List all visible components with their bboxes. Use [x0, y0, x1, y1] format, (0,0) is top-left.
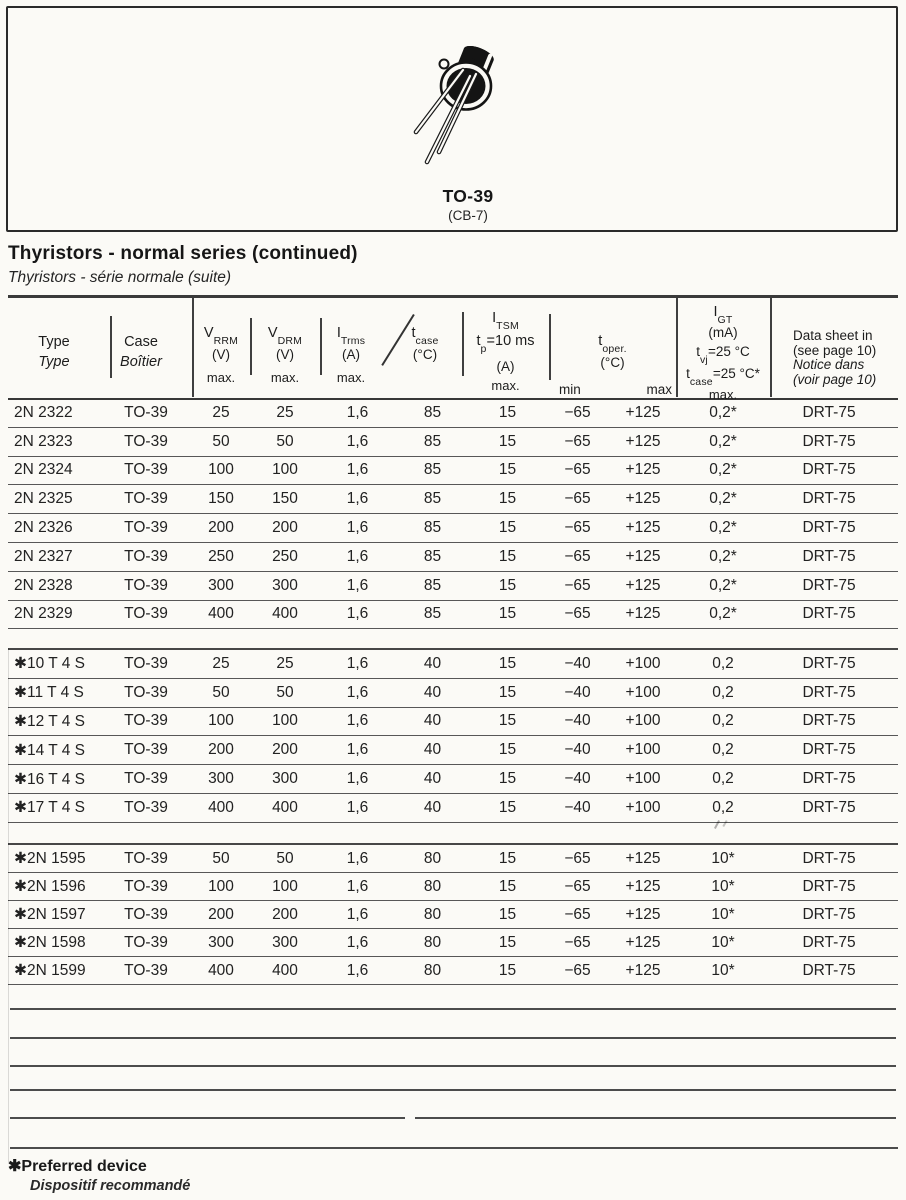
col-header-itrms: $I_{Trms}$ (A) max.	[336, 325, 366, 385]
cell-toper-min: −65	[564, 576, 591, 594]
cell-itsm: 15	[498, 432, 517, 450]
table-row	[8, 736, 898, 765]
cell-datasheet: DRT-75	[802, 877, 856, 895]
cell-tcase: 80	[423, 905, 442, 923]
table-row	[8, 929, 898, 957]
empty-row-rule	[10, 1089, 896, 1091]
cell-tcase: 80	[423, 877, 442, 895]
cell-toper-min: −65	[564, 905, 591, 923]
cell-vrrm: 300	[208, 933, 234, 951]
cell-vdrm: 400	[272, 961, 298, 979]
cell-toper-max: +100	[625, 654, 661, 672]
cell-type: ✱12 T 4 S	[14, 712, 86, 730]
cell-toper-max: +100	[625, 712, 661, 730]
table-row	[8, 543, 898, 572]
to39-package-icon	[390, 22, 560, 182]
cell-toper-max: +125	[625, 519, 661, 537]
table-row	[8, 650, 898, 679]
cell-toper-min: −40	[564, 798, 591, 816]
cell-itrms: 1,6	[346, 432, 369, 450]
cell-tcase: 85	[423, 605, 442, 623]
empty-row-rule	[10, 1147, 898, 1149]
cell-itsm: 15	[498, 961, 517, 979]
cell-toper-max: +125	[625, 576, 661, 594]
cell-igt: 0,2*	[709, 576, 737, 594]
cell-itsm: 15	[498, 461, 517, 479]
cell-itrms: 1,6	[346, 461, 369, 479]
cell-datasheet: DRT-75	[802, 461, 856, 479]
cell-igt: 0,2	[712, 683, 734, 701]
cell-itsm: 15	[498, 741, 517, 759]
cell-itrms: 1,6	[346, 576, 369, 594]
table-row	[8, 794, 898, 823]
cell-tcase: 40	[423, 712, 442, 730]
cell-type: ✱17 T 4 S	[14, 799, 86, 817]
cell-itrms: 1,6	[346, 961, 369, 979]
footnote-preferred-device: ✱Preferred device	[8, 1158, 147, 1175]
header-separator	[549, 314, 551, 380]
cell-case: TO-39	[124, 712, 168, 730]
cell-toper-min: −40	[564, 712, 591, 730]
cell-datasheet: DRT-75	[802, 770, 856, 788]
table-row	[8, 957, 898, 985]
cell-vrrm: 200	[208, 905, 234, 923]
cell-toper-max: +125	[625, 461, 661, 479]
cell-tcase: 85	[423, 490, 442, 508]
cell-vdrm: 150	[272, 490, 298, 508]
table-block	[8, 399, 898, 629]
cell-datasheet: DRT-75	[802, 798, 856, 816]
cell-itrms: 1,6	[346, 490, 369, 508]
cell-toper-min: −65	[564, 547, 591, 565]
cell-vdrm: 200	[272, 519, 298, 537]
cell-toper-max: +100	[625, 770, 661, 788]
cell-itsm: 15	[498, 933, 517, 951]
cell-itsm: 15	[498, 770, 517, 788]
cell-case: TO-39	[124, 905, 168, 923]
cell-case: TO-39	[124, 403, 168, 421]
cell-vrrm: 200	[208, 519, 234, 537]
cell-toper-min: −65	[564, 933, 591, 951]
cell-type: ✱2N 1598	[14, 934, 86, 951]
table-row	[8, 572, 898, 601]
cell-igt: 0,2*	[709, 519, 737, 537]
empty-row-rule	[10, 1117, 405, 1119]
cell-vrrm: 25	[212, 403, 230, 421]
empty-row-rule	[10, 1065, 896, 1067]
cell-toper-min: −65	[564, 605, 591, 623]
cell-datasheet: DRT-75	[802, 712, 856, 730]
cell-toper-max: +125	[625, 877, 661, 895]
cell-case: TO-39	[124, 683, 168, 701]
cell-itsm: 15	[498, 654, 517, 672]
cell-toper-max: +125	[625, 933, 661, 951]
cell-igt: 0,2*	[709, 490, 737, 508]
cell-toper-max: +100	[625, 741, 661, 759]
cell-vrrm: 50	[212, 683, 230, 701]
cell-type: 2N 2323	[14, 432, 73, 450]
cell-vdrm: 25	[276, 654, 294, 672]
table-row	[8, 399, 898, 428]
cell-igt: 0,2*	[709, 461, 737, 479]
cell-vdrm: 200	[272, 905, 298, 923]
header-separator	[676, 298, 678, 397]
page-title: Thyristors - normal series (continued)	[8, 243, 358, 264]
cell-datasheet: DRT-75	[802, 654, 856, 672]
table-row	[8, 457, 898, 486]
cell-vdrm: 50	[276, 849, 294, 867]
cell-datasheet: DRT-75	[802, 849, 856, 867]
header-separator	[320, 318, 322, 375]
cell-toper-max: +125	[625, 961, 661, 979]
cell-type: 2N 2322	[14, 403, 73, 421]
package-sublabel: (CB-7)	[448, 208, 488, 223]
cell-itrms: 1,6	[346, 905, 369, 923]
table-row	[8, 428, 898, 457]
cell-case: TO-39	[124, 547, 168, 565]
cell-type: 2N 2327	[14, 547, 73, 565]
cell-itsm: 15	[498, 576, 517, 594]
cell-vrrm: 250	[208, 547, 234, 565]
cell-case: TO-39	[124, 432, 168, 450]
cell-datasheet: DRT-75	[802, 490, 856, 508]
cell-toper-min: −65	[564, 403, 591, 421]
table-row	[8, 679, 898, 708]
cell-vdrm: 300	[272, 576, 298, 594]
table-row	[8, 514, 898, 543]
cell-itrms: 1,6	[346, 654, 369, 672]
cell-itrms: 1,6	[346, 683, 369, 701]
cell-igt: 0,2	[712, 741, 734, 759]
header-separator	[770, 298, 772, 397]
cell-type: ✱2N 1596	[14, 878, 86, 895]
cell-vrrm: 400	[208, 961, 234, 979]
cell-vdrm: 50	[276, 683, 294, 701]
cell-itsm: 15	[498, 798, 517, 816]
cell-case: TO-39	[124, 741, 168, 759]
cell-itrms: 1,6	[346, 547, 369, 565]
cell-igt: 10*	[711, 877, 735, 895]
cell-toper-max: +125	[625, 605, 661, 623]
col-header-vrrm: $V_{RRM}$ (V) max.	[203, 325, 239, 385]
cell-type: 2N 2328	[14, 576, 73, 594]
cell-toper-min: −65	[564, 490, 591, 508]
cell-itsm: 15	[498, 605, 517, 623]
cell-type: ✱14 T 4 S	[14, 741, 86, 759]
cell-toper-max: +125	[625, 403, 661, 421]
cell-igt: 10*	[711, 905, 735, 923]
cell-type: 2N 2324	[14, 461, 73, 479]
cell-type: ✱2N 1599	[14, 962, 86, 979]
header-separator	[110, 316, 112, 378]
cell-tcase: 85	[423, 576, 442, 594]
cell-itsm: 15	[498, 683, 517, 701]
cell-tcase: 85	[423, 432, 442, 450]
col-header-tcase: $t_{case}$ (°C)	[411, 325, 439, 363]
table-block	[8, 648, 898, 823]
cell-toper-max: +125	[625, 849, 661, 867]
cell-itsm: 15	[498, 490, 517, 508]
empty-row-rule	[10, 1037, 896, 1039]
cell-itrms: 1,6	[346, 770, 369, 788]
cell-itsm: 15	[498, 547, 517, 565]
cell-datasheet: DRT-75	[802, 741, 856, 759]
cell-itsm: 15	[498, 849, 517, 867]
cell-case: TO-39	[124, 961, 168, 979]
cell-type: ✱11 T 4 S	[14, 684, 84, 702]
cell-itrms: 1,6	[346, 798, 369, 816]
cell-igt: 0,2	[712, 798, 734, 816]
cell-toper-min: −65	[564, 849, 591, 867]
cell-itrms: 1,6	[346, 605, 369, 623]
cell-igt: 0,2*	[709, 605, 737, 623]
cell-tcase: 85	[423, 547, 442, 565]
cell-itsm: 15	[498, 403, 517, 421]
cell-itrms: 1,6	[346, 849, 369, 867]
cell-case: TO-39	[124, 654, 168, 672]
cell-toper-min: −65	[564, 432, 591, 450]
cell-vrrm: 200	[208, 741, 234, 759]
cell-itsm: 15	[498, 905, 517, 923]
cell-case: TO-39	[124, 461, 168, 479]
cell-vdrm: 25	[276, 403, 294, 421]
cell-toper-min: −40	[564, 654, 591, 672]
cell-datasheet: DRT-75	[802, 961, 856, 979]
cell-tcase: 40	[423, 770, 442, 788]
cell-vrrm: 50	[212, 432, 230, 450]
cell-case: TO-39	[124, 849, 168, 867]
cell-toper-min: −40	[564, 683, 591, 701]
cell-igt: 0,2	[712, 770, 734, 788]
cell-vdrm: 300	[272, 770, 298, 788]
cell-vdrm: 200	[272, 741, 298, 759]
table-row	[8, 845, 898, 873]
cell-tcase: 80	[423, 849, 442, 867]
cell-datasheet: DRT-75	[802, 519, 856, 537]
table-header	[8, 295, 898, 403]
cell-case: TO-39	[124, 877, 168, 895]
cell-toper-max: +125	[625, 490, 661, 508]
cell-toper-min: −65	[564, 961, 591, 979]
cell-igt: 10*	[711, 933, 735, 951]
cell-vrrm: 25	[212, 654, 230, 672]
cell-tcase: 85	[423, 519, 442, 537]
cell-vdrm: 50	[276, 432, 294, 450]
cell-case: TO-39	[124, 770, 168, 788]
cell-toper-max: +125	[625, 905, 661, 923]
col-header-type: Type Type	[38, 334, 70, 370]
cell-igt: 0,2	[712, 654, 734, 672]
col-header-datasheet: Data sheet in (see page 10) Notice dans (voir page 10)	[793, 328, 877, 387]
cell-toper-max: +100	[625, 683, 661, 701]
cell-case: TO-39	[124, 605, 168, 623]
table-row	[8, 601, 898, 630]
header-separator	[462, 312, 464, 376]
cell-vrrm: 300	[208, 770, 234, 788]
cell-itrms: 1,6	[346, 933, 369, 951]
table-row	[8, 485, 898, 514]
cell-datasheet: DRT-75	[802, 576, 856, 594]
table-block	[8, 843, 898, 985]
cell-tcase: 85	[423, 461, 442, 479]
cell-vrrm: 400	[208, 798, 234, 816]
preferred-device-marker: ✱	[8, 1158, 22, 1175]
cell-vdrm: 100	[272, 712, 298, 730]
cell-datasheet: DRT-75	[802, 432, 856, 450]
cell-case: TO-39	[124, 519, 168, 537]
empty-row-rule	[10, 1008, 896, 1010]
cell-vrrm: 300	[208, 576, 234, 594]
cell-itrms: 1,6	[346, 519, 369, 537]
cell-vdrm: 400	[272, 798, 298, 816]
cell-toper-min: −65	[564, 877, 591, 895]
col-header-itsm: $I_{TSM}$ $t_p=10$ ms (A) max.	[476, 310, 535, 394]
header-separator	[192, 298, 194, 397]
package-box	[6, 6, 898, 232]
cell-vdrm: 250	[272, 547, 298, 565]
cell-igt: 0,2*	[709, 403, 737, 421]
cell-type: 2N 2329	[14, 605, 73, 623]
package-label: TO-39	[442, 186, 494, 206]
col-header-toper: $t_{oper.}$ (°C) min max	[559, 333, 672, 397]
cell-vrrm: 100	[208, 712, 234, 730]
cell-vrrm: 100	[208, 877, 234, 895]
col-header-vdrm: $V_{DRM}$ (V) max.	[267, 325, 303, 385]
cell-datasheet: DRT-75	[802, 933, 856, 951]
cell-datasheet: DRT-75	[802, 547, 856, 565]
cell-itrms: 1,6	[346, 403, 369, 421]
cell-tcase: 40	[423, 683, 442, 701]
cell-type: ✱10 T 4 S	[14, 655, 86, 673]
col-header-igt: $I_{GT}$ (mA) $t_{vj}=25$ °C $t_{case}=25$ °C* max.	[686, 304, 760, 403]
cell-itrms: 1,6	[346, 712, 369, 730]
cell-case: TO-39	[124, 933, 168, 951]
cell-itsm: 15	[498, 519, 517, 537]
cell-igt: 10*	[711, 961, 735, 979]
cell-igt: 10*	[711, 849, 735, 867]
table-row	[8, 901, 898, 929]
cell-case: TO-39	[124, 576, 168, 594]
cell-itrms: 1,6	[346, 741, 369, 759]
cell-toper-min: −40	[564, 770, 591, 788]
cell-tcase: 80	[423, 933, 442, 951]
cell-tcase: 40	[423, 741, 442, 759]
cell-vdrm: 300	[272, 933, 298, 951]
cell-datasheet: DRT-75	[802, 403, 856, 421]
page-subtitle: Thyristors - série normale (suite)	[8, 269, 232, 286]
cell-datasheet: DRT-75	[802, 683, 856, 701]
cell-toper-min: −65	[564, 461, 591, 479]
cell-toper-min: −40	[564, 741, 591, 759]
header-separator	[250, 318, 252, 375]
cell-vrrm: 400	[208, 605, 234, 623]
cell-vrrm: 150	[208, 490, 234, 508]
cell-vdrm: 400	[272, 605, 298, 623]
table-row	[8, 765, 898, 794]
cell-itsm: 15	[498, 712, 517, 730]
cell-tcase: 40	[423, 654, 442, 672]
cell-type: 2N 2326	[14, 519, 73, 537]
table-row	[8, 873, 898, 901]
cell-tcase: 40	[423, 798, 442, 816]
footnote-preferred-device-fr: Dispositif recommandé	[30, 1178, 191, 1194]
cell-vdrm: 100	[272, 877, 298, 895]
cell-type: ✱16 T 4 S	[14, 770, 86, 788]
cell-toper-max: +125	[625, 432, 661, 450]
cell-type: 2N 2325	[14, 490, 73, 508]
cell-type: ✱2N 1597	[14, 906, 86, 923]
cell-vdrm: 100	[272, 461, 298, 479]
cell-toper-min: −65	[564, 519, 591, 537]
cell-datasheet: DRT-75	[802, 905, 856, 923]
cell-vrrm: 50	[212, 849, 230, 867]
cell-case: TO-39	[124, 490, 168, 508]
cell-vrrm: 100	[208, 461, 234, 479]
scan-edge-artifact	[8, 648, 9, 1163]
cell-toper-max: +100	[625, 798, 661, 816]
cell-igt: 0,2*	[709, 432, 737, 450]
cell-tcase: 85	[423, 403, 442, 421]
empty-row-rule	[415, 1117, 896, 1119]
cell-igt: 0,2*	[709, 547, 737, 565]
cell-case: TO-39	[124, 798, 168, 816]
cell-itrms: 1,6	[346, 877, 369, 895]
cell-tcase: 80	[423, 961, 442, 979]
table-row	[8, 708, 898, 737]
cell-igt: 0,2	[712, 712, 734, 730]
col-header-case: Case Boîtier	[120, 334, 162, 370]
cell-toper-max: +125	[625, 547, 661, 565]
cell-type: ✱2N 1595	[14, 850, 86, 867]
cell-datasheet: DRT-75	[802, 605, 856, 623]
cell-itsm: 15	[498, 877, 517, 895]
